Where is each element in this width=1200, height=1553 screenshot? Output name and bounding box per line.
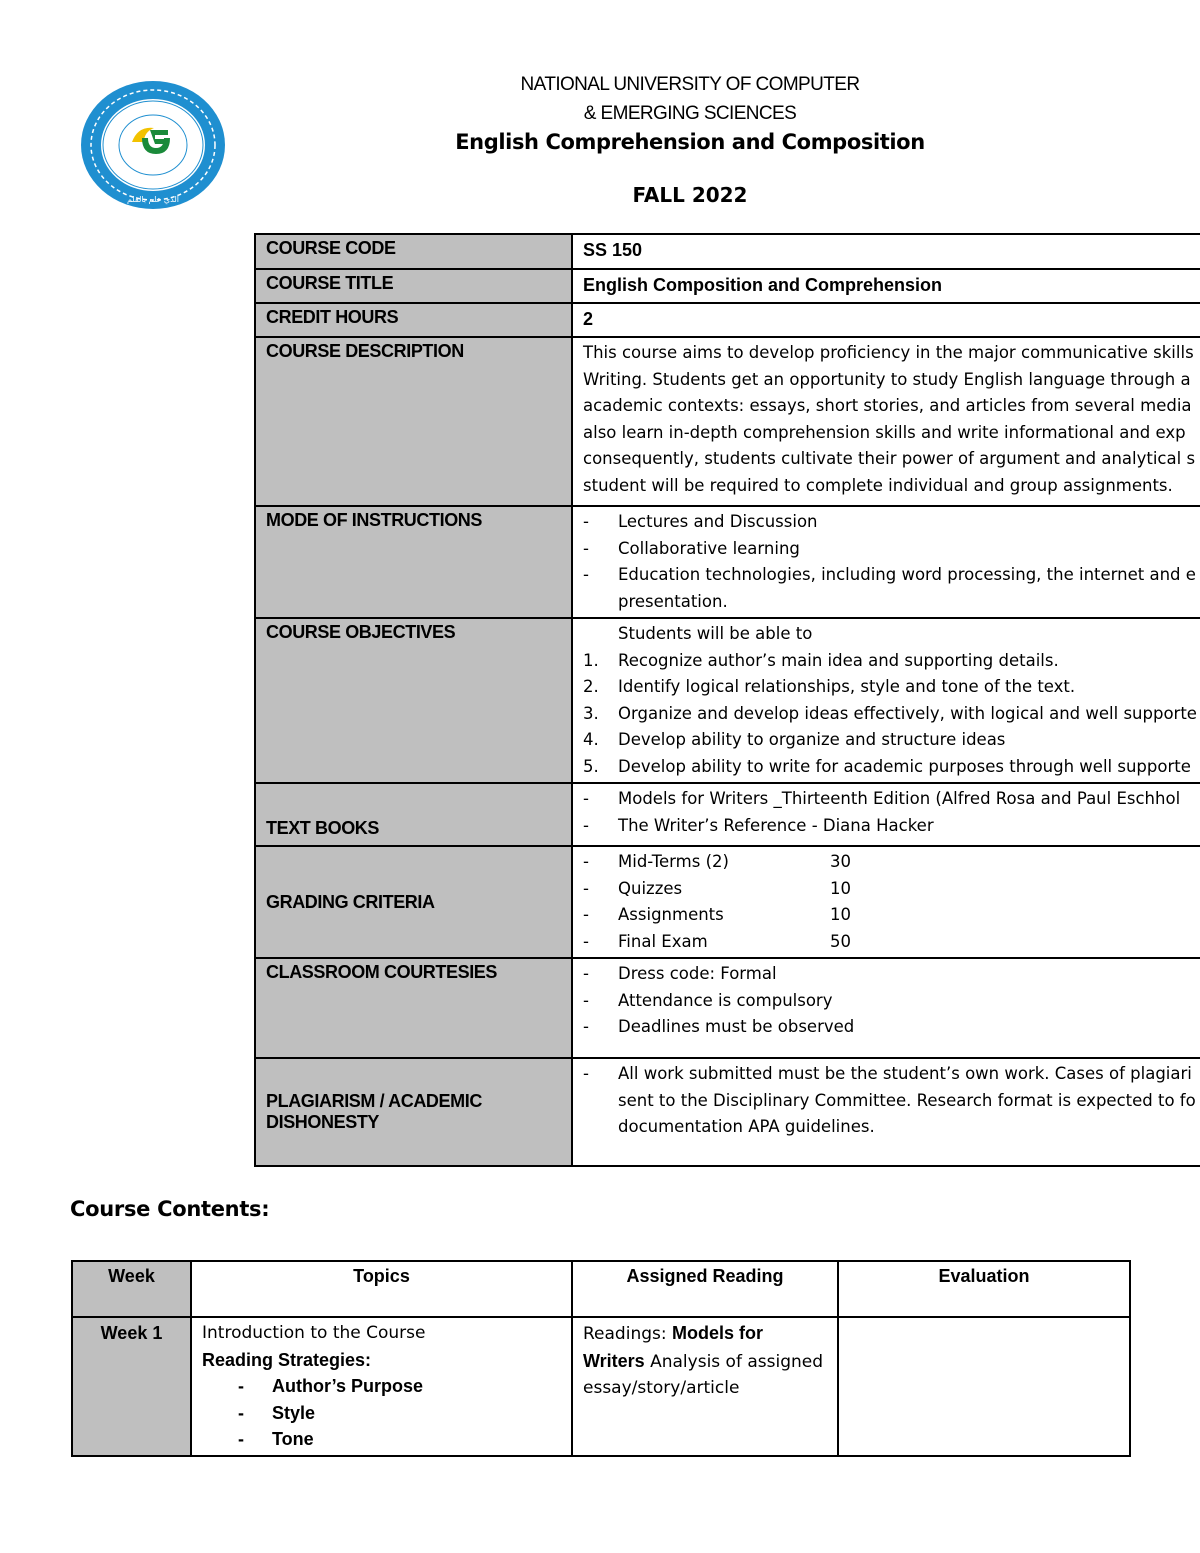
value-course-objectives (572, 618, 1200, 783)
label-plagiarism-line1: PLAGIARISM / ACADEMIC (266, 1091, 482, 1111)
row-course-description (255, 337, 1200, 506)
value-credit-hours: 2 (572, 303, 1200, 337)
value-plagiarism (572, 1058, 1200, 1166)
label-credit-hours: CREDIT HOURS (255, 303, 572, 337)
university-seal-logo (80, 80, 226, 210)
list-item: - Education technologies, including word processing, the internet and e (583, 562, 1200, 589)
course-info-table (254, 233, 1200, 1167)
grading-value: 10 (830, 905, 851, 924)
label-plagiarism-line2: DISHONESTY (266, 1112, 380, 1132)
grading-item (583, 902, 1200, 929)
header-evaluation: Evaluation (838, 1261, 1130, 1317)
item-text: Recognize author’s main idea and supporting details. (618, 650, 1059, 670)
description-line: consequently, students cultivate their power of argument and analytical s (583, 449, 1196, 468)
list-item (583, 648, 1200, 675)
topic-item: - Author’s Purpose (238, 1373, 561, 1400)
label-course-objectives: COURSE OBJECTIVES (255, 618, 572, 783)
item-number: 2. (583, 677, 599, 696)
grading-item (583, 929, 1200, 956)
grading-value: 50 (830, 931, 851, 951)
header-assigned-reading: Assigned Reading (572, 1261, 838, 1317)
list-item (583, 674, 1200, 701)
reading-cell (572, 1317, 838, 1456)
value-classroom-courtesies (572, 958, 1200, 1058)
item-number: 5. (583, 756, 599, 776)
value-course-title: English Composition and Comprehension (572, 269, 1200, 303)
term-heading: FALL 2022 (632, 183, 748, 207)
description-line: Writing. Students get an opportunity to study English language through a (583, 369, 1191, 389)
list-continuation: documentation APA guidelines. (618, 1117, 875, 1136)
grading-value: 10 (830, 878, 851, 898)
course-contents-title: Course Contents: (70, 1197, 270, 1221)
list-item: - All work submitted must be the student’s own work. Cases of plagiari (583, 1061, 1200, 1088)
value-course-description (572, 337, 1200, 506)
list-continuation: sent to the Disciplinary Committee. Research format is expected to fo (618, 1090, 1196, 1110)
grading-name: Assignments (618, 905, 724, 924)
university-name-line2: & EMERGING SCIENCES (583, 103, 797, 124)
row-plagiarism (255, 1058, 1200, 1166)
label-classroom-courtesies: CLASSROOM COURTESIES (255, 958, 572, 1058)
list-item (583, 727, 1200, 754)
list-item (583, 701, 1200, 728)
list-item (583, 754, 1200, 781)
value-grading-criteria (572, 846, 1200, 958)
label-grading-criteria: GRADING CRITERIA (255, 846, 572, 958)
value-text-books (572, 783, 1200, 846)
contents-header-row (72, 1261, 1130, 1317)
topic-intro: Introduction to the Course (202, 1323, 426, 1343)
course-heading: English Comprehension and Composition (455, 130, 925, 154)
header-week: Week (72, 1261, 191, 1317)
course-contents-table (71, 1260, 1131, 1457)
item-number: 4. (583, 730, 599, 749)
reading-rest: Analysis of assigned essay/story/article (583, 1351, 824, 1398)
list-item: - Deadlines must be observed (583, 1014, 1200, 1041)
row-grading-criteria (255, 846, 1200, 958)
label-text-books: TEXT BOOKS (255, 783, 572, 846)
description-line: student will be required to complete individual and group assignments. (583, 475, 1173, 495)
topics-cell (191, 1317, 572, 1456)
row-classroom-courtesies (255, 958, 1200, 1058)
description-line: academic contexts: essays, short stories, and articles from several media (583, 396, 1192, 415)
grading-name: Quizzes (618, 878, 683, 898)
label-mode-of-instructions: MODE OF INSTRUCTIONS (255, 506, 572, 618)
grading-item (583, 849, 1200, 876)
list-item: - Models for Writers _Thirteenth Edition (Alfred Rosa and Paul Eschhol (583, 786, 1200, 813)
grading-item (583, 876, 1200, 903)
list-item: - Lectures and Discussion (583, 509, 1200, 536)
item-number: 1. (583, 650, 599, 670)
label-course-description: COURSE DESCRIPTION (255, 337, 572, 506)
table-row (72, 1317, 1130, 1456)
reading-book: Models for Writers (583, 1323, 764, 1371)
row-course-objectives (255, 618, 1200, 783)
description-line: This course aims to develop proficiency in the major communicative skills (583, 343, 1194, 362)
item-text: Identify logical relationships, style and tone of the text. (618, 677, 1076, 696)
row-course-code (255, 234, 1200, 269)
item-number: 3. (583, 703, 599, 723)
grading-value: 30 (830, 852, 851, 871)
list-item: - The Writer’s Reference - Diana Hacker (583, 813, 1200, 840)
list-item: - Attendance is compulsory (583, 988, 1200, 1015)
label-course-title: COURSE TITLE (255, 269, 572, 303)
list-item: - Collaborative learning (583, 536, 1200, 563)
row-course-title (255, 269, 1200, 303)
item-text: Develop ability to organize and structure ideas (618, 730, 1006, 749)
grading-name: Mid-Terms (2) (618, 852, 729, 871)
topic-item: - Style (238, 1400, 561, 1427)
svg-text:الذي علم بالقلم: الذي علم بالقلم (126, 195, 180, 204)
header-topics: Topics (191, 1261, 572, 1317)
evaluation-cell (838, 1317, 1130, 1456)
label-course-code: COURSE CODE (255, 234, 572, 269)
description-line: also learn in-depth comprehension skills and write informational and exp (583, 422, 1186, 442)
list-item: - Dress code: Formal (583, 961, 1200, 988)
objectives-intro: Students will be able to (618, 624, 813, 643)
value-course-code: SS 150 (572, 234, 1200, 269)
reading-prefix: Readings: (583, 1324, 672, 1344)
row-mode-of-instructions (255, 506, 1200, 618)
row-text-books (255, 783, 1200, 846)
university-name-line1: NATIONAL UNIVERSITY OF COMPUTER (520, 74, 860, 95)
row-credit-hours (255, 303, 1200, 337)
label-plagiarism (255, 1058, 572, 1166)
grading-name: Final Exam (618, 931, 708, 951)
item-text: Develop ability to write for academic purposes through well supporte (618, 756, 1191, 776)
value-mode-of-instructions (572, 506, 1200, 618)
item-text: Organize and develop ideas effectively, with logical and well supporte (618, 703, 1197, 723)
topic-item: - Tone (238, 1426, 561, 1453)
topic-heading: Reading Strategies: (202, 1349, 372, 1370)
week-cell: Week 1 (72, 1317, 191, 1456)
list-continuation: presentation. (618, 591, 728, 611)
